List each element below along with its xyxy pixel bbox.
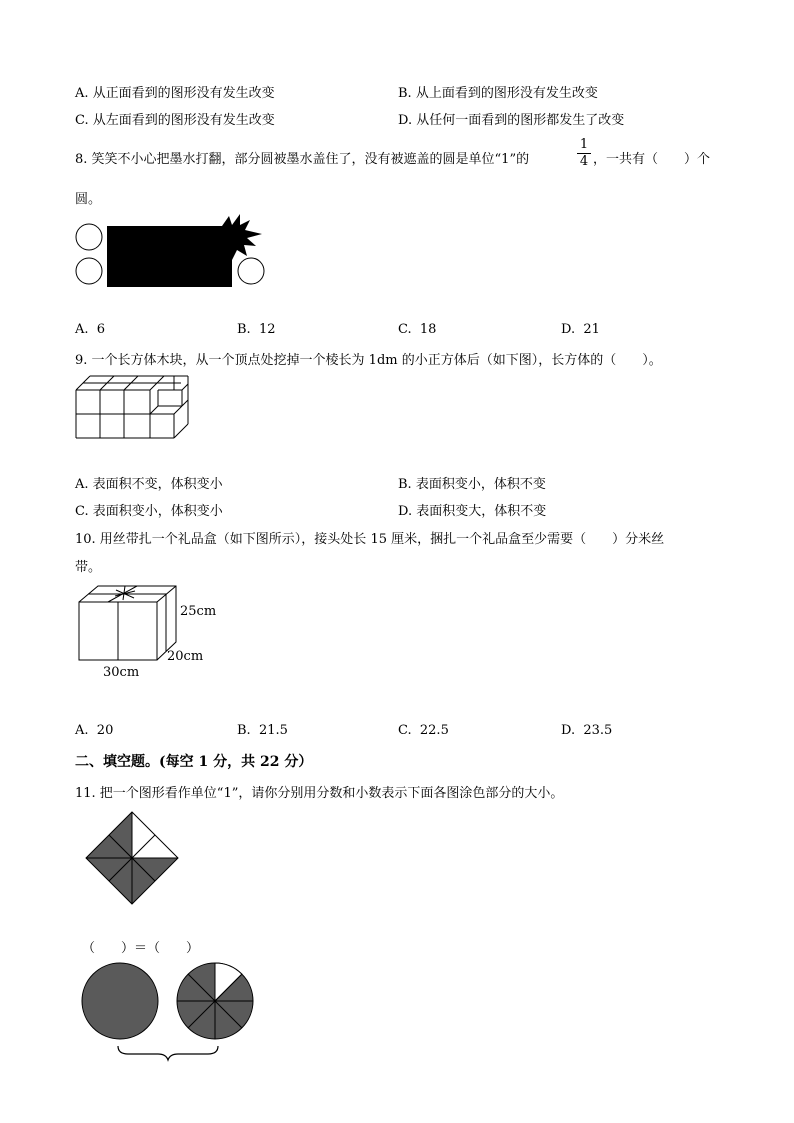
option-text: 23.5: [583, 723, 613, 738]
option-text: 表面积变小，体积变小: [92, 504, 223, 519]
q9-option-b: [398, 473, 546, 492]
q11-circles-figure: [80, 962, 260, 1062]
ink-blot-rect: [107, 226, 232, 287]
option-text: 从上面看到的图形没有发生改变: [415, 86, 598, 101]
option-letter: C.: [398, 322, 412, 337]
q8-text-line2: 圆。: [75, 192, 102, 207]
q8-fraction: [577, 138, 591, 169]
q11-question: [75, 782, 563, 801]
option-letter: C.: [75, 113, 89, 128]
q10-option-a: [75, 723, 113, 738]
q10-depth-label: 20cm: [167, 649, 204, 664]
option-letter: D.: [561, 723, 576, 738]
q11-diamond-figure: [84, 810, 180, 906]
q7-option-b: [398, 82, 598, 101]
q11-answer-blank-1[interactable]: （ ）＝（ ）: [82, 941, 200, 956]
q8-question-line1: [75, 148, 529, 167]
fraction-numerator: 1: [579, 137, 589, 152]
q8-text-prefix: 8. 笑笑不小心把墨水打翻，部分圆被墨水盖住了，没有被遮盖的圆是单位“1”的: [75, 152, 530, 167]
option-text: 18: [419, 322, 437, 337]
q8-option-c: [398, 322, 436, 337]
q9-text: 9. 一个长方体木块，从一个顶点处挖掉一个棱长为 1dm 的小正方体后（如下图），长方体的（ ）。: [75, 353, 662, 368]
grouping-brace: [118, 1046, 218, 1060]
q7-option-a: [75, 82, 275, 101]
q7-option-d: [398, 109, 624, 128]
option-letter: D.: [561, 322, 576, 337]
q10-question-line2: [75, 556, 101, 575]
option-text: 21.5: [258, 723, 288, 738]
section-heading-fill-in: 二、填空题。(每空 1 分，共 22 分）: [75, 754, 313, 770]
option-letter: A.: [75, 86, 89, 101]
option-letter: B.: [398, 86, 412, 101]
option-text: 从左面看到的图形没有发生改变: [92, 113, 275, 128]
full-shaded-circle: [82, 963, 158, 1039]
q9-option-d: [398, 500, 546, 519]
option-text: 从任何一面看到的图形都发生了改变: [416, 113, 625, 128]
fraction-denominator: 4: [579, 154, 589, 169]
option-text: 12: [258, 322, 276, 337]
option-letter: A.: [75, 723, 89, 738]
q10-width-label: 30cm: [103, 665, 140, 680]
option-letter: A.: [75, 322, 89, 337]
q8-text-suffix: ，一共有（ ）个: [593, 152, 711, 167]
q8-option-a: [75, 322, 105, 337]
q8-option-d: [561, 322, 600, 337]
q10-text-line1: 10. 用丝带扎一个礼品盒（如下图所示），接头处长 15 厘米，捆扎一个礼品盒至少需要（ ）分米丝: [75, 532, 665, 547]
option-text: 22.5: [419, 723, 449, 738]
option-text: 表面积变小，体积不变: [415, 477, 546, 492]
q9-option-c: [75, 500, 223, 519]
option-text: 6: [96, 322, 106, 337]
q10-question-line1: [75, 528, 664, 547]
q11-text: 11. 把一个图形看作单位“1”，请你分别用分数和小数表示下面各图涂色部分的大小。: [75, 786, 564, 801]
q9-question: [75, 349, 662, 368]
option-text: 表面积变大，体积不变: [416, 504, 547, 519]
option-letter: D.: [398, 504, 413, 519]
eighths-circle: [177, 963, 253, 1039]
q10-height-label: 25cm: [180, 604, 217, 619]
q10-option-c: [398, 723, 449, 738]
circle-bottom-right: [238, 258, 264, 284]
q10-text-line2: 带。: [75, 560, 102, 575]
q10-option-d: [561, 723, 612, 738]
circle-top-left: [76, 224, 102, 250]
option-letter: B.: [398, 477, 412, 492]
option-letter: C.: [398, 723, 412, 738]
option-letter: B.: [237, 723, 251, 738]
option-letter: B.: [237, 322, 251, 337]
option-letter: D.: [398, 113, 413, 128]
q9-cuboid-figure: [74, 374, 194, 444]
q10-option-b: [237, 723, 288, 738]
option-text: 20: [96, 723, 114, 738]
q8-option-b: [237, 322, 276, 337]
option-letter: C.: [75, 504, 89, 519]
option-letter: A.: [75, 477, 89, 492]
q8-question-line2: [75, 188, 101, 207]
option-text: 21: [583, 322, 600, 337]
q7-option-c: [75, 109, 275, 128]
q8-ink-figure: [72, 212, 272, 292]
option-text: 表面积不变，体积变小: [92, 477, 223, 492]
circle-bottom-left: [76, 258, 102, 284]
option-text: 从正面看到的图形没有发生改变: [92, 86, 275, 101]
q8-question-suffix: [593, 148, 710, 167]
q9-option-a: [75, 473, 223, 492]
